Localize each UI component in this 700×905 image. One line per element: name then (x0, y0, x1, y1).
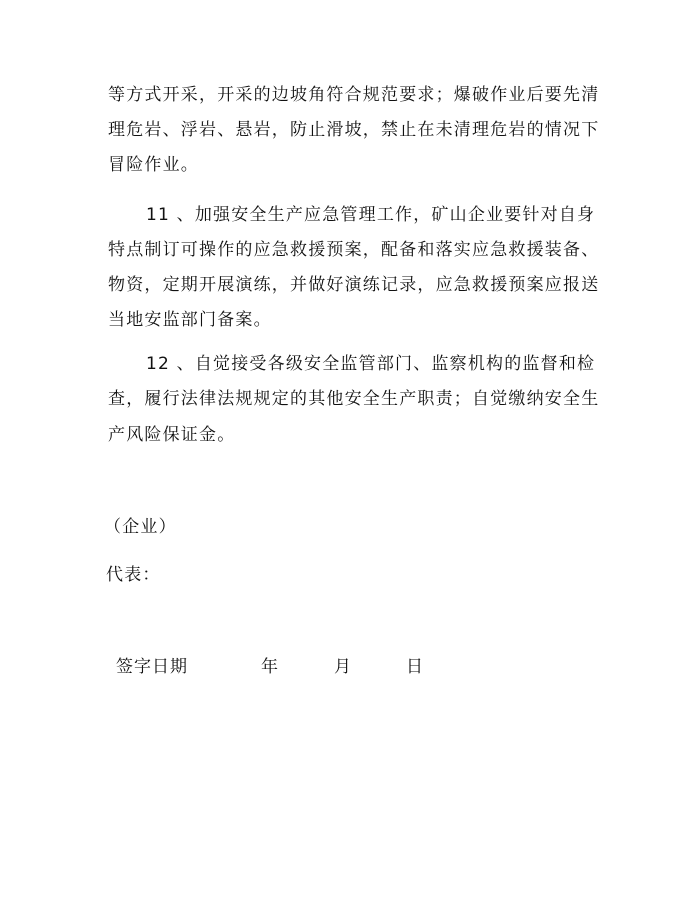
text-line: 当地安监部门备案。 (108, 310, 272, 330)
representative-label: 代表： (106, 565, 161, 585)
text-line: 冒险作业。 (108, 155, 199, 175)
text-line: 理危岩、浮岩、悬岩，防止滑坡，禁止在未清理危岩的情况下 (108, 120, 600, 140)
text-line: 等方式开采，开采的边坡角符合规范要求；爆破作业后要先清 (108, 85, 600, 105)
text-line: 查，履行法律法规规定的其他安全生产职责；自觉缴纳安全生 (108, 389, 600, 409)
month-label: 月 (334, 657, 351, 677)
year-label: 年 (261, 657, 278, 677)
text-line: 特点制订可操作的应急救援预案，配备和落实应急救援装备、 (108, 240, 600, 260)
text-line: 11 、加强安全生产应急管理工作，矿山企业要针对自身 (146, 205, 596, 225)
company-label: （企业） (104, 517, 177, 537)
text-line: 物资，定期开展演练，并做好演练记录，应急救援预案应报送 (108, 275, 600, 295)
text-line: 产风险保证金。 (108, 425, 236, 445)
day-label: 日 (406, 657, 423, 677)
signature-date-label: 签字日期 (116, 657, 188, 677)
text-line: 12 、自觉接受各级安全监管部门、监察机构的监督和检 (146, 354, 596, 374)
